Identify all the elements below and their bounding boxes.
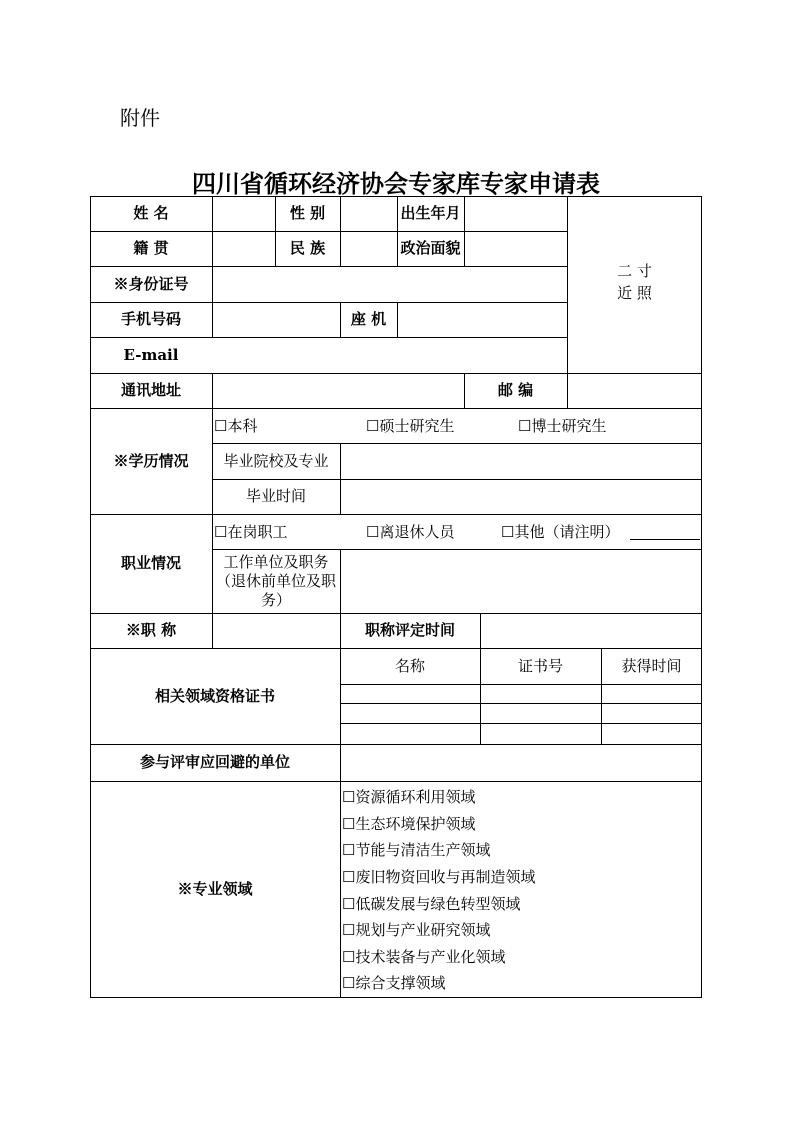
field-option-low-carbon[interactable]: ☐低碳发展与绿色转型领域 — [342, 895, 521, 913]
occupation-label: 职业情况 — [120, 554, 181, 572]
native-place-label: 籍 贯 — [133, 239, 169, 257]
field-option-comprehensive[interactable]: ☐综合支撑领域 — [342, 974, 446, 992]
political-status-label: 政治面貌 — [400, 239, 461, 257]
email-label: E-mail — [123, 345, 179, 364]
application-form — [90, 196, 702, 998]
fields-label: ※专业领域 — [177, 880, 253, 898]
education-option-bachelor[interactable]: ☐本科 — [214, 417, 258, 435]
attachment-label: 附件 — [120, 106, 160, 130]
birth-label: 出生年月 — [400, 204, 461, 222]
title-eval-time-label: 职称评定时间 — [364, 621, 455, 639]
cert-name-header: 名称 — [394, 656, 425, 675]
education-option-master[interactable]: ☐硕士研究生 — [366, 417, 455, 435]
education-label: ※学历情况 — [113, 451, 189, 470]
id-number-label: ※身份证号 — [113, 274, 189, 293]
cert-date-header: 获得时间 — [621, 656, 682, 675]
avoid-units-label: 参与评审应回避的单位 — [139, 753, 290, 771]
photo-label-line1: 二 寸 — [617, 261, 652, 280]
occupation-option-retired[interactable]: ☐离退休人员 — [366, 523, 455, 541]
field-option-equipment[interactable]: ☐技术装备与产业化领域 — [342, 948, 506, 966]
photo-label-line2: 近 照 — [617, 283, 652, 302]
gender-label: 性 别 — [289, 204, 326, 222]
mobile-label: 手机号码 — [120, 310, 181, 328]
name-label: 姓 名 — [133, 204, 169, 222]
field-option-energy-saving[interactable]: ☐节能与清洁生产领域 — [342, 841, 491, 859]
postcode-label: 邮 编 — [497, 381, 534, 399]
school-major-label: 毕业院校及专业 — [223, 451, 329, 470]
occupation-option-other[interactable]: ☐其他（请注明） — [501, 523, 620, 541]
address-label: 通讯地址 — [120, 381, 181, 399]
field-option-planning[interactable]: ☐规划与产业研究领域 — [342, 921, 491, 939]
work-unit-label: 工作单位及职务（退休前单位及职务） — [216, 552, 337, 609]
education-option-doctor[interactable]: ☐博士研究生 — [518, 417, 607, 435]
title-label: ※职 称 — [125, 621, 177, 639]
ethnicity-label: 民 族 — [289, 239, 326, 257]
field-option-resource-recycling[interactable]: ☐资源循环利用领域 — [342, 788, 476, 806]
form-title: 四川省循环经济协会专家库专家申请表 — [192, 169, 600, 198]
field-option-ecology[interactable]: ☐生态环境保护领域 — [342, 815, 476, 833]
field-option-remanufacturing[interactable]: ☐废旧物资回收与再制造领域 — [342, 868, 536, 886]
graduation-time-label: 毕业时间 — [245, 487, 306, 505]
cert-number-header: 证书号 — [517, 656, 563, 675]
occupation-option-employed[interactable]: ☐在岗职工 — [214, 523, 288, 541]
landline-label: 座 机 — [350, 310, 387, 328]
certificates-label: 相关领域资格证书 — [154, 686, 275, 705]
